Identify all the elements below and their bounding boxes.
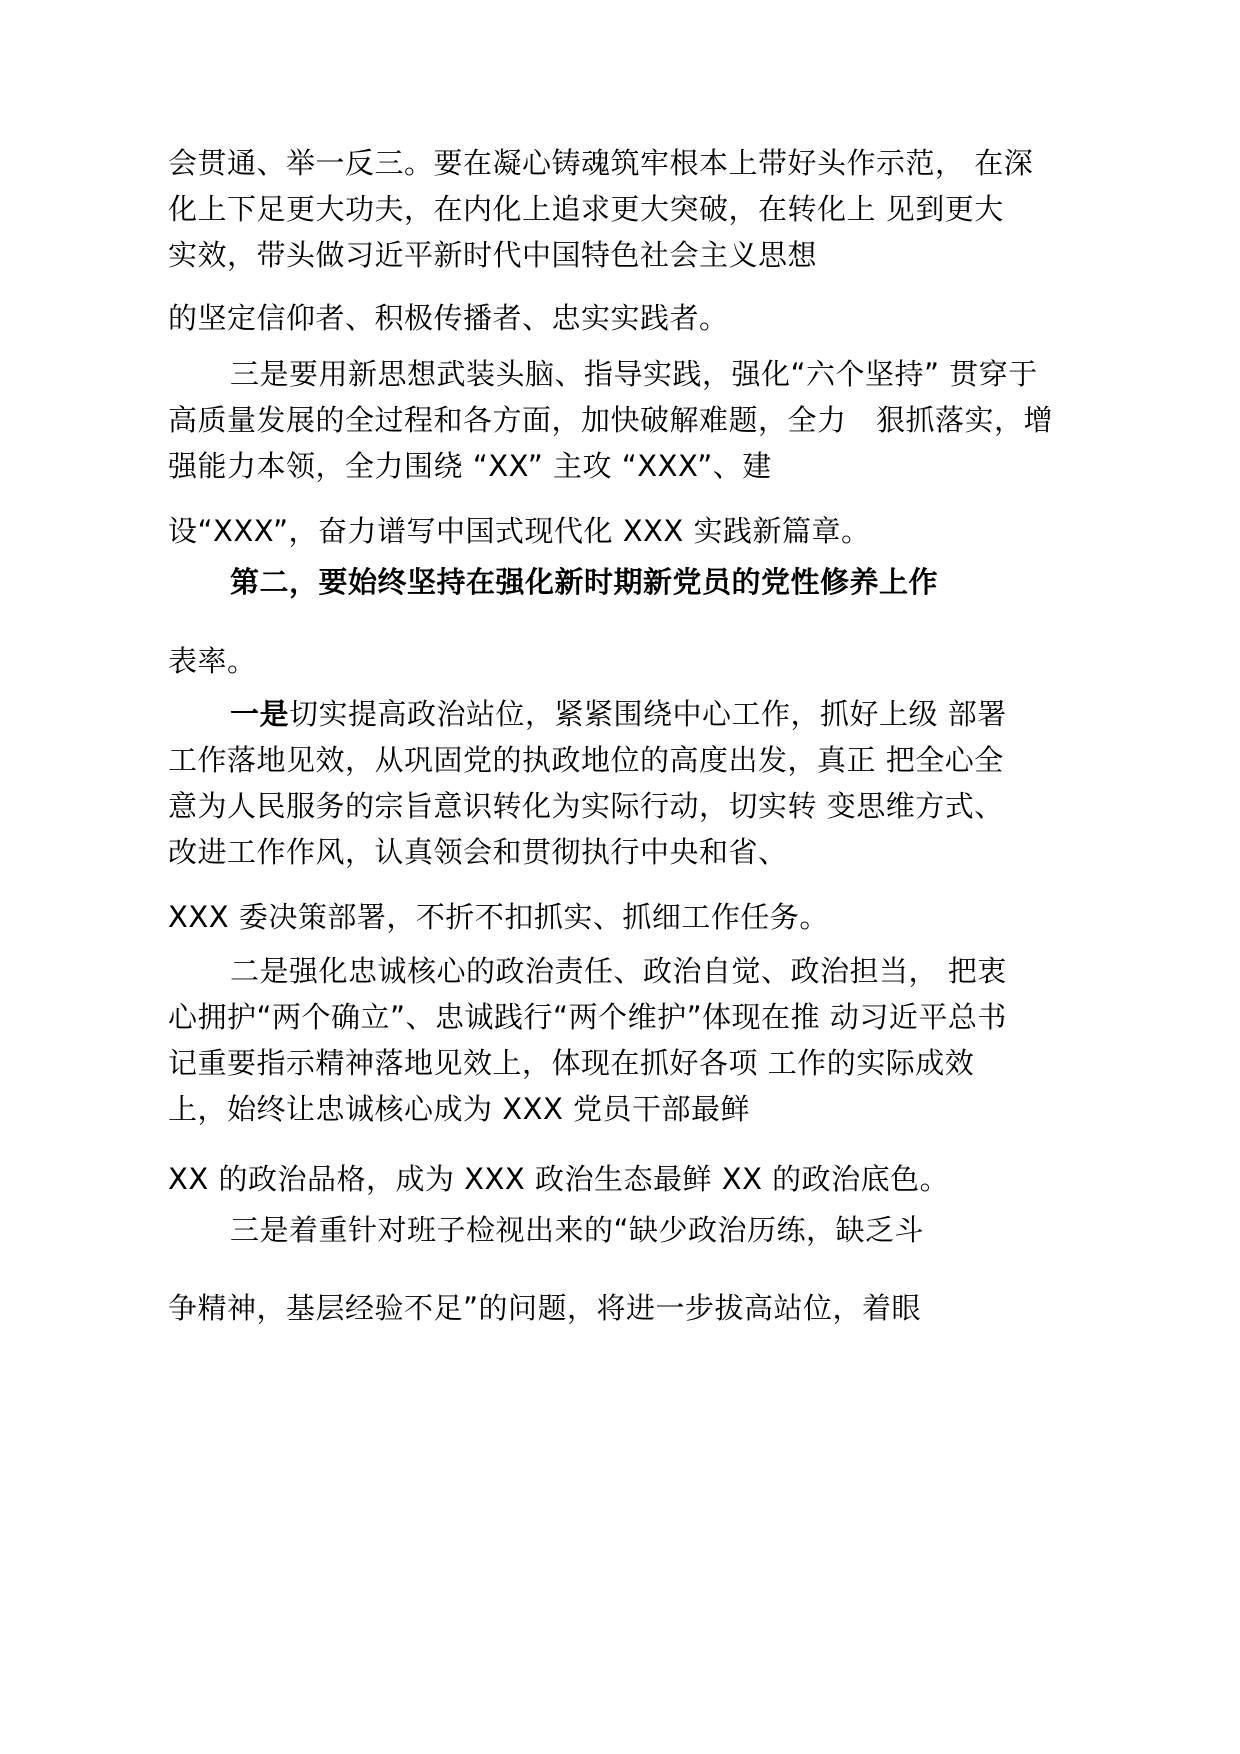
item-text: 切实提高政治站位，紧紧围绕中心工作，抓好上级 部署 xyxy=(289,697,1007,731)
paragraph-line: 意为人民服务的宗旨意识转化为实际行动，切实转 变思维方式、 xyxy=(168,789,1004,823)
paragraph-line xyxy=(230,694,1007,734)
item-marker: 一是 xyxy=(230,697,290,731)
paragraph-line: 设“XXX”，奋力谱写中国式现代化 XXX 实践新篇章。 xyxy=(168,514,871,548)
paragraph-line: 实效，带头做习近平新时代中国特色社会主义思想 xyxy=(168,238,818,272)
paragraph-line: 化上下足更大功夫，在内化上追求更大突破，在转化上 见到更大 xyxy=(168,192,1004,226)
paragraph-line: XXX 委决策部署，不折不扣抓实、抓细工作任务。 xyxy=(168,900,829,934)
paragraph-line: 会贯通、举一反三。要在凝心铸魂筑牢根本上带好头作示范， 在深 xyxy=(168,146,1034,180)
paragraph-line: 二是强化忠诚核心的政治责任、政治自觉、政治担当， 把衷 xyxy=(230,954,1007,988)
paragraph-line: 强能力本领，全力围绕 “XX” 主攻 “XXX”、建 xyxy=(168,449,772,483)
paragraph-line: 记重要指示精神落地见效上，体现在抓好各项 工作的实际成效 xyxy=(168,1046,975,1080)
paragraph-line: 工作落地见效，从巩固党的执政地位的高度出发，真正 把全心全 xyxy=(168,743,1004,777)
paragraph-line: 的坚定信仰者、积极传播者、忠实实践者。 xyxy=(168,301,729,335)
paragraph-line: 争精神，基层经验不足”的问题，将进一步拔高站位，着眼 xyxy=(168,1291,922,1325)
paragraph-line: 表率。 xyxy=(168,644,257,678)
paragraph-line: 三是要用新思想武装头脑、指导实践，强化“六个坚持” 贯穿于 xyxy=(230,357,1038,391)
paragraph-line: 改进工作作风，认真领会和贯彻执行中央和省、 xyxy=(168,835,788,869)
paragraph-line: 上，始终让忠诚核心成为 XXX 党员干部最鲜 xyxy=(168,1092,751,1126)
paragraph-line: 高质量发展的全过程和各方面，加快破解难题，全力 狠抓落实，增 xyxy=(168,403,1054,437)
section-heading: 第二，要始终坚持在强化新时期新党员的党性修养上作 xyxy=(230,565,939,599)
paragraph-line: XX 的政治品格，成为 XXX 政治生态最鲜 XX 的政治底色。 xyxy=(168,1162,950,1196)
paragraph-line: 心拥护“两个确立”、忠诚践行“两个维护”体现在推 动习近平总书 xyxy=(168,1000,1007,1034)
paragraph-line: 三是着重针对班子检视出来的“缺少政治历练，缺乏斗 xyxy=(230,1213,925,1247)
